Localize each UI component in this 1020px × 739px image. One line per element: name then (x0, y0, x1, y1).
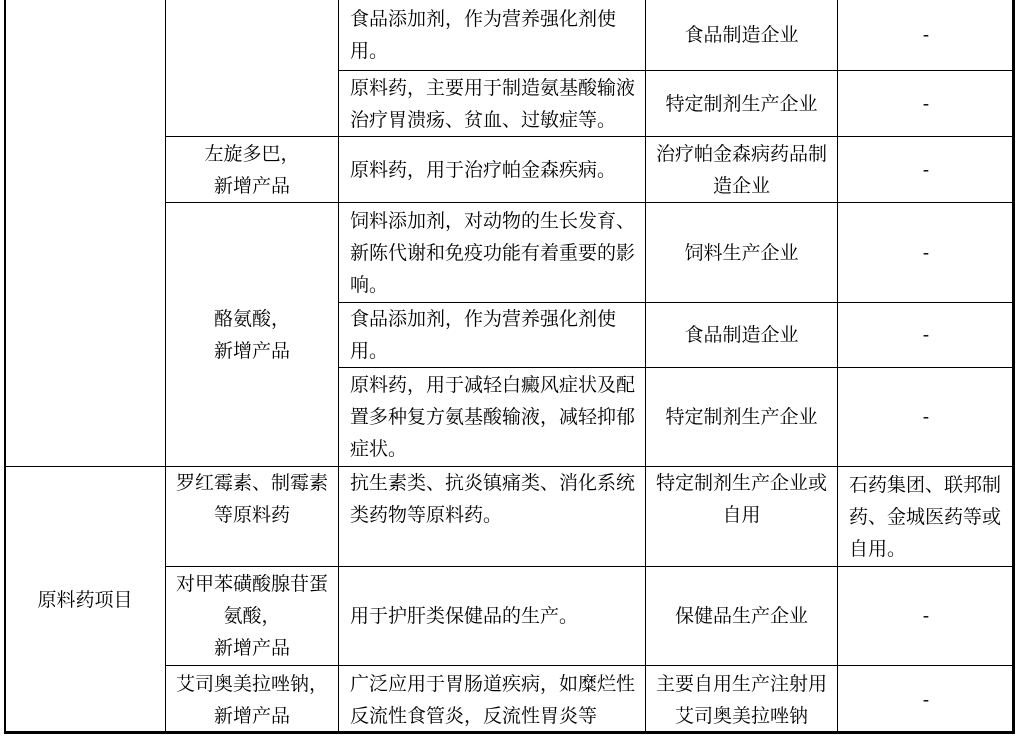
main-customer-cell: - (838, 71, 1015, 137)
customer-type-cell: 保健品生产企业 (646, 567, 838, 666)
main-customer-cell: - (838, 666, 1015, 734)
product-table (4, 0, 1015, 734)
usage-cell: 饲料添加剂，对动物的生长发育、新陈代谢和免疫功能有着重要的影响。 (339, 203, 646, 303)
usage-cell: 广泛应用于胃肠道疾病，如糜烂性反流性食管炎，反流性胃炎等 (339, 666, 646, 734)
usage-cell: 原料药，用于减轻白癜风症状及配置多种复方氨基酸输液，减轻抑郁症状。 (339, 368, 646, 467)
customer-type-cell: 食品制造企业 (646, 303, 838, 368)
usage-cell: 用于护肝类保健品的生产。 (339, 567, 646, 666)
main-customer-cell: - (838, 0, 1015, 71)
main-customer-cell: - (838, 368, 1015, 467)
customer-type-cell: 治疗帕金森病药品制造企业 (646, 137, 838, 203)
product-cell: 酪氨酸， 新增产品 (166, 203, 339, 467)
customer-type-cell: 特定制剂生产企业 (646, 368, 838, 467)
product-cell: 罗红霉素、制霉素等原料药 (166, 467, 339, 567)
category-cell-empty (5, 0, 166, 467)
main-customer-cell: - (838, 203, 1015, 303)
usage-cell: 原料药，主要用于制造氨基酸输液治疗胃溃疡、贫血、过敏症等。 (339, 71, 646, 137)
customer-type-cell: 主要自用生产注射用艾司奥美拉唑钠 (646, 666, 838, 734)
customer-type-cell: 饲料生产企业 (646, 203, 838, 303)
product-cell: 左旋多巴， 新增产品 (166, 137, 339, 203)
table-row (5, 0, 1015, 71)
category-cell: 原料药项目 (5, 467, 166, 734)
main-customer-cell: - (838, 303, 1015, 368)
usage-cell: 食品添加剂，作为营养强化剂使用。 (339, 0, 646, 71)
usage-cell: 原料药，用于治疗帕金森疾病。 (339, 137, 646, 203)
customer-type-cell: 特定制剂生产企业 (646, 71, 838, 137)
customer-type-cell: 特定制剂生产企业或自用 (646, 467, 838, 567)
main-customer-cell: 石药集团、联邦制药、金城医药等或自用。 (838, 467, 1015, 567)
customer-type-cell: 食品制造企业 (646, 0, 838, 71)
main-customer-cell: - (838, 137, 1015, 203)
main-customer-cell: - (838, 567, 1015, 666)
product-cell-empty (166, 0, 339, 137)
usage-cell: 抗生素类、抗炎镇痛类、消化系统类药物等原料药。 (339, 467, 646, 567)
table-row (5, 467, 1015, 567)
product-cell: 对甲苯磺酸腺苷蛋氨酸， 新增产品 (166, 567, 339, 666)
usage-cell: 食品添加剂，作为营养强化剂使用。 (339, 303, 646, 368)
product-cell: 艾司奥美拉唑钠，新增产品 (166, 666, 339, 734)
